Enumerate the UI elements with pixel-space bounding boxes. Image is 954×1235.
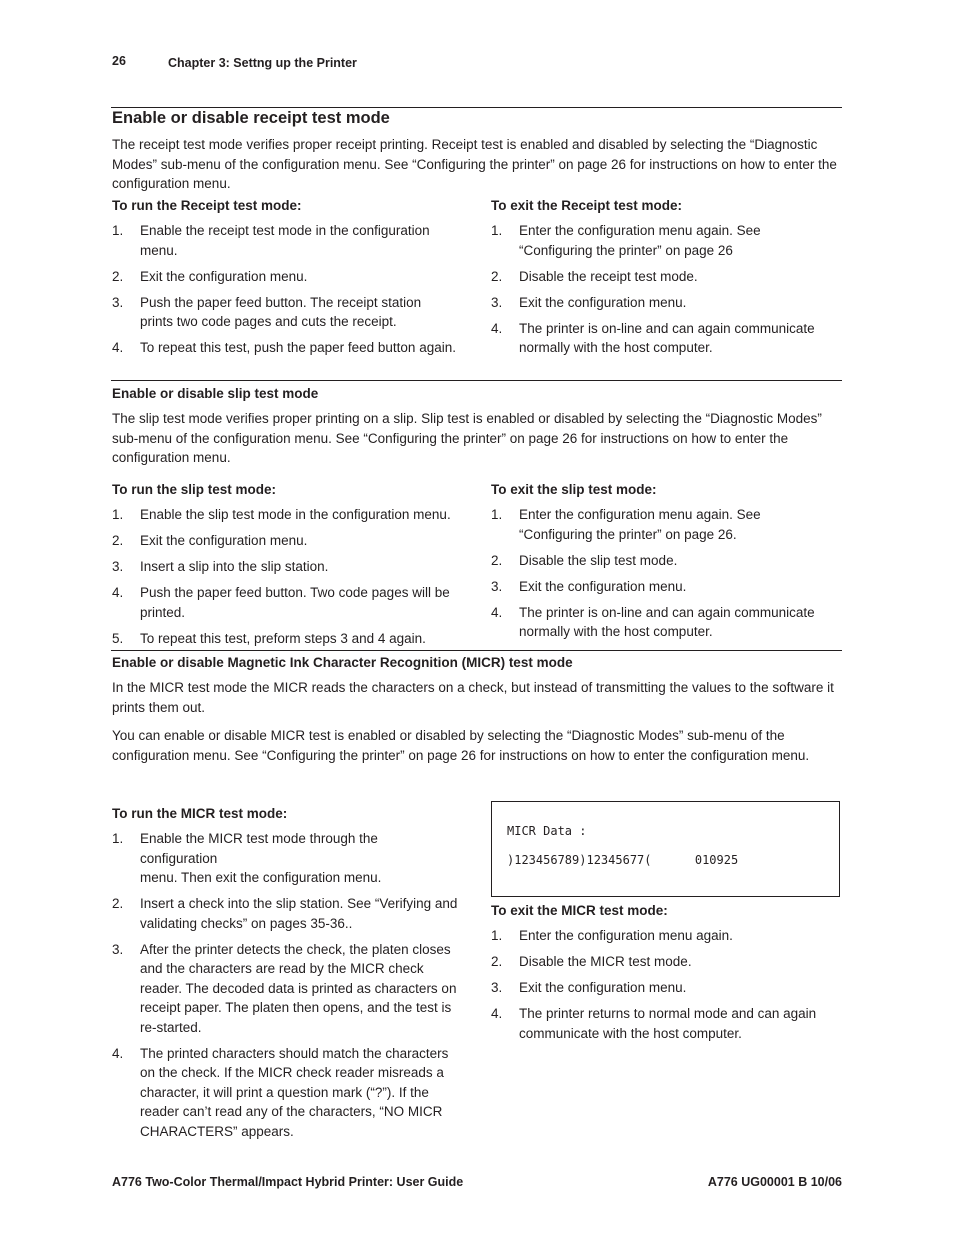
step-number: 3. — [112, 941, 124, 957]
list-item — [112, 557, 467, 577]
receipt-intro: The receipt test mode verifies proper receipt printing. Receipt test is enabled and disabled by selecting the “Diagnostic Modes” sub-menu of the configuration menu. See “Configuring the printer” on page 26 for instructions on how to enter the configuration menu. — [112, 137, 837, 191]
slip-intro: The slip test mode verifies proper printing on a slip. Slip test is enabled or disabled by selecting the “Diagnostic Modes” sub-menu of the configuration menu. See “Configuring the printer” on page 26 for instructions on how to enter the configuration menu. — [112, 411, 822, 465]
micr-sample-output — [491, 801, 840, 897]
step-text: Enable the slip test mode in the configuration menu. — [140, 507, 451, 522]
step-text: Enter the configuration menu again. See “Configuring the printer” on page 26. — [519, 507, 761, 542]
receipt-exit-heading: To exit the Receipt test mode: — [491, 198, 683, 213]
receipt-exit-steps — [491, 221, 831, 364]
section-divider — [111, 107, 842, 108]
step-number: 1. — [112, 831, 124, 846]
slip-run-steps — [112, 505, 467, 655]
receipt-run-heading: To run the Receipt test mode: — [112, 198, 302, 213]
step-number: 2. — [491, 268, 503, 284]
step-text: Enter the configuration menu again. See “Configuring the printer” on page 26 — [519, 223, 761, 258]
slip-exit-steps — [491, 505, 831, 648]
slip-exit-heading: To exit the slip test mode: — [491, 482, 657, 497]
step-number: 1. — [491, 507, 503, 522]
step-text: Push the paper feed button. Two code pages will be printed. — [140, 585, 450, 620]
step-number: 3. — [112, 294, 124, 310]
step-number: 2. — [112, 268, 124, 284]
step-number: 4. — [491, 604, 503, 620]
micr-intro-1: In the MICR test mode the MICR reads the characters on a check, but instead of transmitting the values to the software it prints them out. — [112, 680, 834, 715]
micr-exit-heading: To exit the MICR test mode: — [491, 903, 668, 918]
step-number: 1. — [112, 223, 124, 238]
step-number: 1. — [491, 223, 503, 238]
slip-section-title: Enable or disable slip test mode — [112, 386, 319, 401]
receipt-run-steps — [112, 221, 457, 364]
step-text: Exit the configuration menu. — [140, 533, 308, 548]
list-item — [491, 293, 831, 313]
step-number: 1. — [112, 507, 124, 522]
step-number: 2. — [491, 552, 503, 568]
step-number: 4. — [112, 1045, 124, 1061]
list-item — [112, 531, 467, 551]
step-text: Disable the receipt test mode. — [519, 268, 698, 284]
list-item — [112, 338, 457, 358]
step-number: 3. — [491, 980, 503, 995]
step-text: To repeat this test, push the paper feed button again. — [140, 340, 456, 355]
step-text: Enable the MICR test mode through the configuration menu. Then exit the configuration menu. — [140, 831, 382, 885]
slip-run-heading: To run the slip test mode: — [112, 482, 277, 497]
footer-doc-id: A776 UG00001 B 10/06 — [707, 1175, 842, 1189]
step-text: Push the paper feed button. The receipt station prints two code pages and cuts the receipt. — [140, 294, 422, 329]
step-text: The printer is on-line and can again communicate normally with the host computer. — [519, 320, 815, 355]
step-number: 4. — [112, 340, 124, 355]
step-text: Disable the slip test mode. — [519, 552, 678, 568]
step-number: 2. — [112, 896, 124, 911]
step-text: Insert a slip into the slip station. — [140, 559, 329, 574]
list-item — [491, 926, 836, 946]
step-text: Exit the configuration menu. — [140, 268, 308, 284]
step-text: Enable the receipt test mode in the configuration menu. — [140, 223, 430, 258]
micr-intro-2: You can enable or disable MICR test is enabled or disabled by selecting the “Diagnostic Modes” sub-menu of the configuration menu. See “Configuring the printer” on page 26 for instructions on how to enter the configuration menu. — [112, 728, 810, 763]
micr-section-title: Enable or disable Magnetic Ink Character Recognition (MICR) test mode — [112, 655, 573, 670]
list-item — [112, 1044, 467, 1142]
step-text: Exit the configuration menu. — [519, 578, 687, 594]
list-item — [491, 952, 836, 972]
list-item — [491, 1004, 836, 1043]
list-item — [491, 319, 831, 358]
list-item — [491, 551, 831, 571]
step-text: To repeat this test, preform steps 3 and 4 again. — [140, 630, 426, 646]
step-text: Enter the configuration menu again. — [519, 928, 733, 943]
step-text: Disable the MICR test mode. — [519, 954, 692, 969]
micr-exit-steps — [491, 926, 836, 1050]
step-number: 4. — [491, 1006, 503, 1021]
list-item — [491, 603, 831, 642]
micr-run-steps — [112, 829, 467, 1148]
receipt-section-title: Enable or disable receipt test mode — [112, 109, 390, 127]
step-number: 4. — [491, 320, 503, 336]
section-divider — [111, 380, 842, 381]
list-item — [491, 505, 831, 544]
step-text: The printer is on-line and can again communicate normally with the host computer. — [519, 604, 815, 639]
step-text: The printer returns to normal mode and can again communicate with the host computer. — [519, 1006, 817, 1041]
list-item — [112, 829, 467, 888]
section-divider — [111, 650, 842, 651]
list-item — [112, 894, 467, 933]
step-text: Insert a check into the slip station. See “Verifying and validating checks” on pages 35-36.. — [140, 896, 458, 931]
list-item — [491, 267, 831, 287]
list-item — [112, 940, 467, 1038]
list-item — [112, 293, 457, 332]
step-text: The printed characters should match the characters on the check. If the MICR check reader misreads a character, it will print a question mark (“?”). If the reader can’t read any of the characters, “NO MICR CHARACTERS” appears. — [140, 1045, 449, 1139]
step-number: 1. — [491, 928, 503, 943]
step-number: 4. — [112, 585, 124, 600]
step-number: 2. — [491, 954, 503, 969]
list-item — [491, 221, 831, 260]
micr-sample-data: )123456789)12345677( 010925 — [507, 853, 739, 867]
list-item — [491, 577, 831, 597]
step-number: 3. — [112, 559, 124, 574]
list-item — [491, 978, 836, 998]
step-number: 2. — [112, 533, 124, 548]
chapter-title: Chapter 3: Settng up the Printer — [168, 56, 357, 70]
list-item — [112, 221, 457, 260]
step-number: 3. — [491, 578, 503, 594]
micr-sample-label: MICR Data : — [507, 824, 587, 838]
step-number: 3. — [491, 294, 503, 310]
page-number: 26 — [112, 54, 126, 68]
step-text: Exit the configuration menu. — [519, 980, 687, 995]
step-text: After the printer detects the check, the platen closes and the characters are read by the MICR check reader. The decoded data is printed as characters on receipt paper. The platen then opens, and the test is re-started. — [140, 941, 457, 1035]
footer-title: A776 Two-Color Thermal/Impact Hybrid Printer: User Guide — [112, 1175, 464, 1189]
list-item — [112, 583, 467, 622]
list-item — [112, 629, 467, 649]
micr-run-heading: To run the MICR test mode: — [112, 806, 288, 821]
list-item — [112, 267, 457, 287]
step-text: Exit the configuration menu. — [519, 294, 687, 310]
step-number: 5. — [112, 630, 124, 646]
list-item — [112, 505, 467, 525]
